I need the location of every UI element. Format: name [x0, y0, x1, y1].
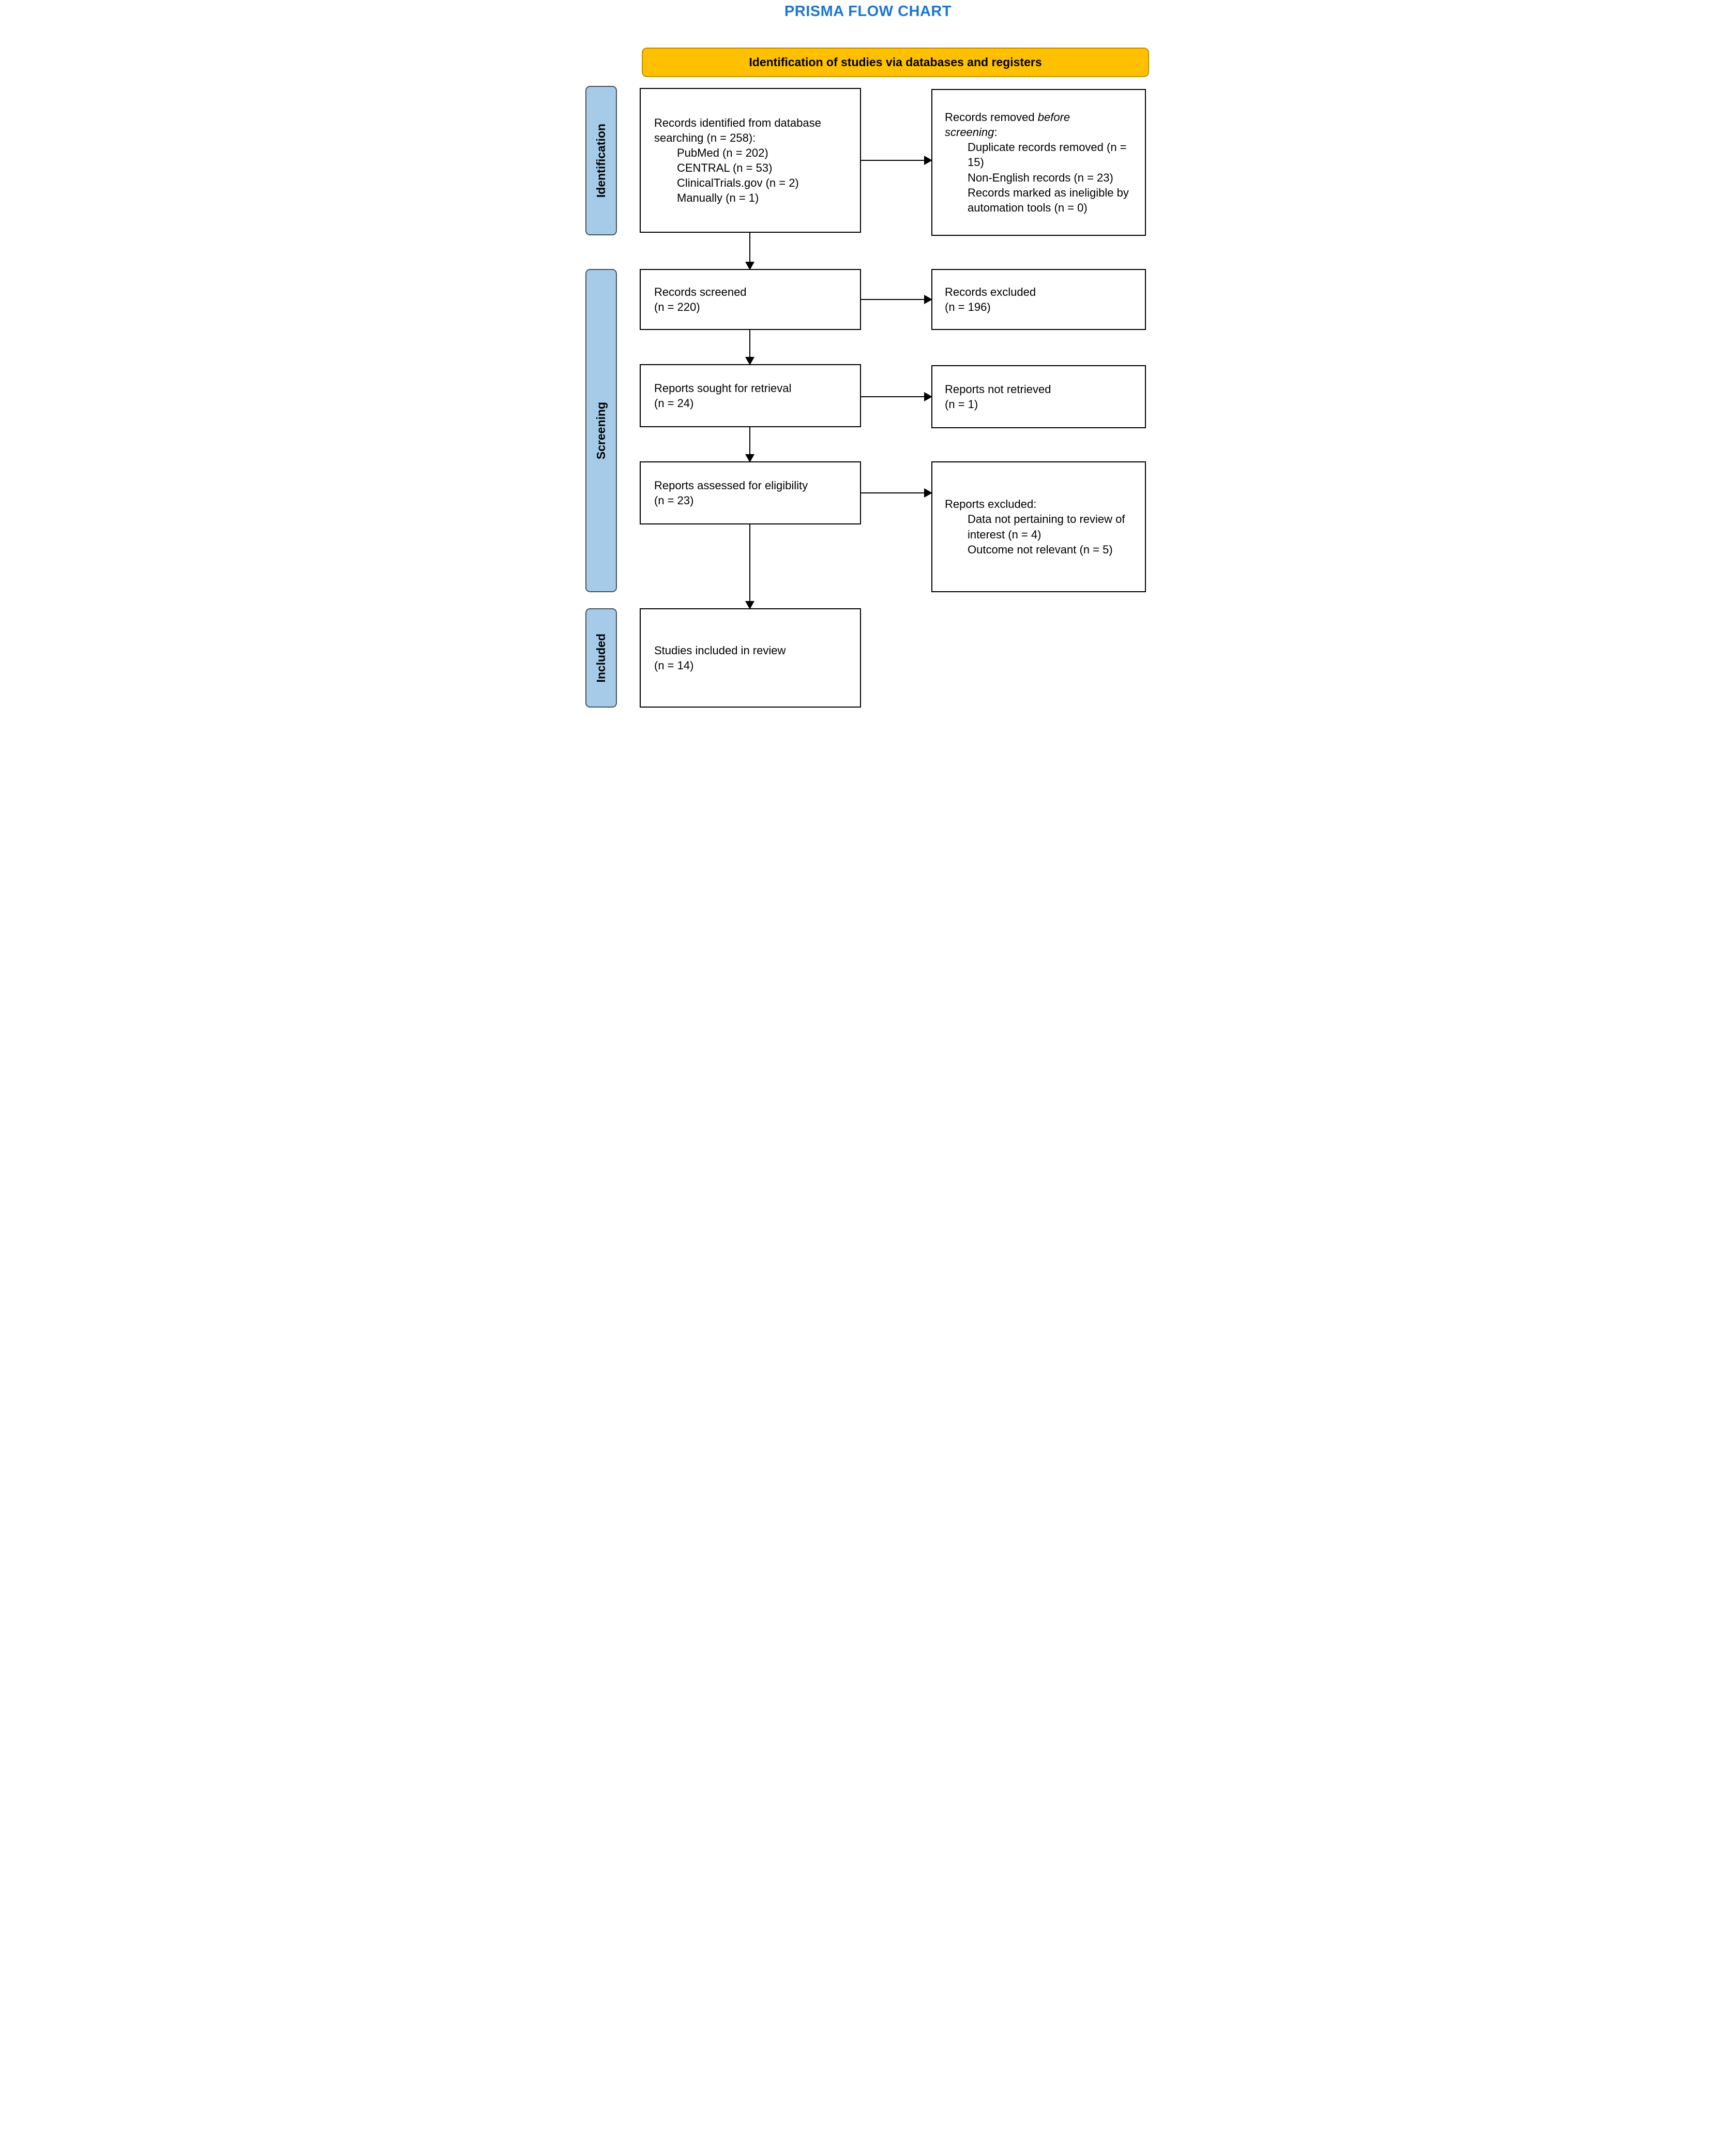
- stage-included-label: Included: [594, 633, 608, 683]
- reports-excluded-heading: Reports excluded:: [945, 498, 1037, 511]
- box-reports-assessed: [640, 461, 861, 524]
- arrow-screened-to-sought: [749, 330, 750, 364]
- reports-not-retrieved-line1: Reports not retrieved: [945, 382, 1051, 396]
- banner-label: Identification of studies via databases and registers: [749, 55, 1042, 69]
- reports-excluded-reason: Data not pertaining to review of interest (n = 4): [968, 513, 1125, 541]
- studies-included-line1: Studies included in review: [654, 643, 786, 657]
- reports-not-retrieved-line2: (n = 1): [945, 398, 978, 411]
- box-records-removed: [931, 89, 1146, 236]
- stage-identification-label: Identification: [594, 123, 608, 198]
- records-removed-reason: Non-English records (n = 23): [968, 171, 1113, 184]
- page-title: PRISMA FLOW CHART: [784, 3, 952, 20]
- records-removed-heading-suffix: :: [994, 126, 998, 139]
- records-identified-source: CENTRAL (n = 53): [677, 161, 773, 174]
- records-removed-heading-prefix: Records removed: [945, 111, 1038, 124]
- box-reports-sought: [640, 364, 861, 427]
- records-identified-source: ClinicalTrials.gov (n = 2): [677, 176, 799, 190]
- reports-sought-line2: (n = 24): [654, 397, 694, 410]
- box-records-screened: [640, 269, 861, 330]
- records-excluded-line1: Records excluded: [945, 285, 1036, 298]
- studies-included-line2: (n = 14): [654, 659, 694, 672]
- box-reports-excluded: [931, 461, 1146, 592]
- arrow-screened-to-excluded: [861, 299, 931, 300]
- records-identified-heading: Records identified from database searching (n = 258):: [654, 116, 821, 144]
- stage-identification: [585, 86, 617, 235]
- records-identified-source: PubMed (n = 202): [677, 146, 768, 159]
- arrow-identified-to-removed: [861, 160, 931, 161]
- stage-screening-label: Screening: [594, 401, 608, 460]
- reports-sought-line1: Reports sought for retrieval: [654, 381, 792, 395]
- arrow-identified-to-screened: [749, 233, 750, 269]
- records-screened-line2: (n = 220): [654, 301, 700, 313]
- records-excluded-line2: (n = 196): [945, 301, 991, 313]
- prisma-flow-chart: [579, 0, 1157, 710]
- reports-assessed-line1: Reports assessed for eligibility: [654, 478, 808, 492]
- records-removed-reason: Duplicate records removed (n = 15): [968, 141, 1127, 169]
- box-records-identified: [640, 88, 861, 233]
- arrow-assessed-to-included: [749, 524, 750, 608]
- stage-screening: [585, 269, 617, 592]
- box-records-excluded: [931, 269, 1146, 330]
- stage-included: [585, 608, 617, 708]
- records-screened-line1: Records screened: [654, 285, 747, 298]
- records-identified-source: Manually (n = 1): [677, 191, 759, 205]
- banner: [642, 48, 1149, 77]
- reports-assessed-line2: (n = 23): [654, 494, 694, 507]
- reports-excluded-reason: Outcome not relevant (n = 5): [968, 543, 1113, 556]
- records-removed-heading-italic: before screening: [945, 111, 1070, 139]
- box-reports-not-retrieved: [931, 365, 1146, 428]
- records-removed-reason: Records marked as ineligible by automation tools (n = 0): [968, 186, 1129, 214]
- box-studies-included: [640, 608, 861, 708]
- arrow-assessed-to-reports-excluded: [861, 492, 931, 493]
- arrow-sought-to-assessed: [749, 427, 750, 461]
- arrow-sought-to-not-retrieved: [861, 396, 931, 397]
- records-removed-heading: [945, 110, 1105, 140]
